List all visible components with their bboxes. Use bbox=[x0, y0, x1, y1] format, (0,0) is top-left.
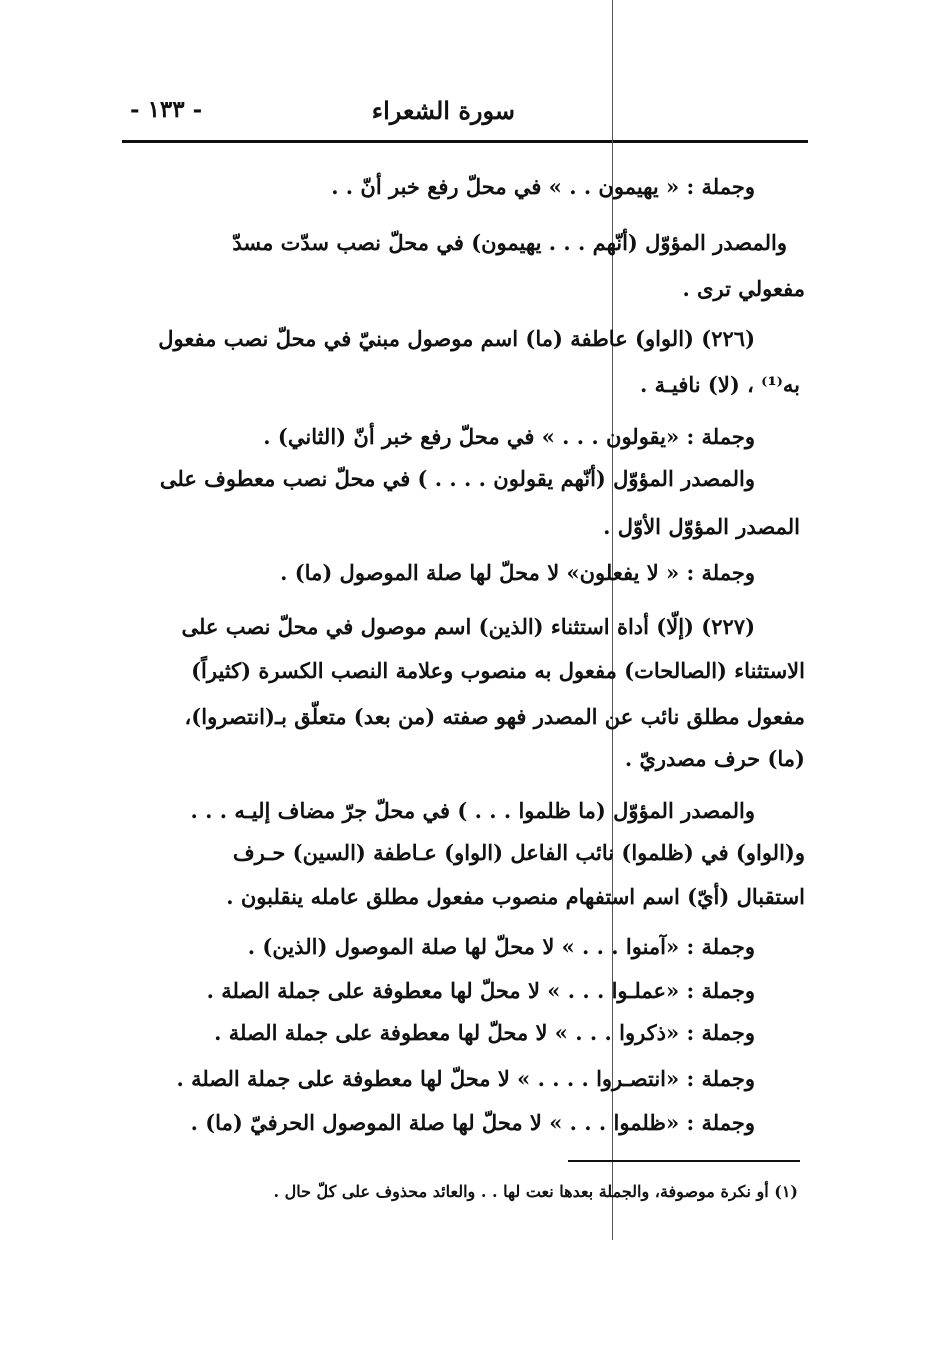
text-line: وجملة : «آمنوا . . . » لا محلّ لها صلة الموصول (الذين) . bbox=[247, 934, 755, 959]
footnote-divider bbox=[568, 1160, 800, 1162]
page-header bbox=[120, 92, 810, 132]
text-line: (٢٢٦) (الواو) عاطفة (ما) اسم موصول مبنيّ في محلّ نصب مفعول bbox=[158, 326, 755, 351]
text-line: (٢٢٧) (إلّا) أداة استثناء (الذين) اسم موصول في محلّ نصب على bbox=[181, 614, 755, 639]
text-line: وجملة : «ظلموا . . . » لا محلّ لها صلة الموصول الحرفيّ (ما) . bbox=[190, 1110, 755, 1135]
text-line: والمصدر المؤوّل (ما ظلموا . . . ) في محلّ جرّ مضاف إليـه . . . bbox=[190, 798, 755, 823]
text-line: وجملة : «يقولون . . . » في محلّ رفع خبر أنّ (الثاني) . bbox=[263, 424, 755, 449]
text-line: به⁽¹⁾ ، (لا) نافيـة . bbox=[639, 372, 800, 397]
text-line: وجملة : «عملـوا . . . » لا محلّ لها معطوفة على جملة الصلة . bbox=[206, 978, 755, 1003]
text-line: المصدر المؤوّل الأوّل . bbox=[603, 514, 800, 539]
page-title: سورة الشعراء bbox=[371, 96, 515, 125]
text-line: وجملة : « يهيمون . . » في محلّ رفع خبر أنّ . . bbox=[331, 174, 755, 199]
footnote: (١) أو نكرة موصوفة، والجملة بعدها نعت لها . . والعائد محذوف على كلّ حال . bbox=[273, 1182, 798, 1201]
text-line: وجملة : « لا يفعلون» لا محلّ لها صلة الموصول (ما) . bbox=[280, 560, 755, 585]
text-line: و(الواو) في (ظلموا) نائب الفاعل (الواو) عـاطفة (السين) حـرف bbox=[232, 840, 805, 865]
text-line: مفعول مطلق نائب عن المصدر فهو صفته (من بعد) متعلّق بـ(انتصروا)، bbox=[184, 704, 805, 729]
text-line: الاستثناء (الصالحات) مفعول به منصوب وعلامة النصب الكسرة (كثيراً) bbox=[191, 658, 805, 683]
text-line: (ما) حرف مصدريّ . bbox=[624, 746, 805, 771]
text-line: استقبال (أيّ) اسم استفهام منصوب مفعول مطلق عامله ينقلبون . bbox=[226, 884, 805, 909]
text-line: مفعولي ترى . bbox=[682, 276, 805, 301]
text-line: والمصدر المؤوّل (أنّهم يقولون . . . . ) في محلّ نصب معطوف على bbox=[159, 466, 755, 491]
header-divider bbox=[122, 140, 808, 143]
text-line: والمصدر المؤوّل (أنّهم . . . يهيمون) في محلّ نصب سدّت مسدّ bbox=[232, 230, 787, 255]
text-line: وجملة : «انتصـروا . . . . » لا محلّ لها معطوفة على جملة الصلة . bbox=[176, 1066, 755, 1091]
text-line: وجملة : «ذكروا . . . » لا محلّ لها معطوفة على جملة الصلة . bbox=[214, 1020, 755, 1045]
page-number: - ١٣٣ - bbox=[130, 96, 203, 123]
